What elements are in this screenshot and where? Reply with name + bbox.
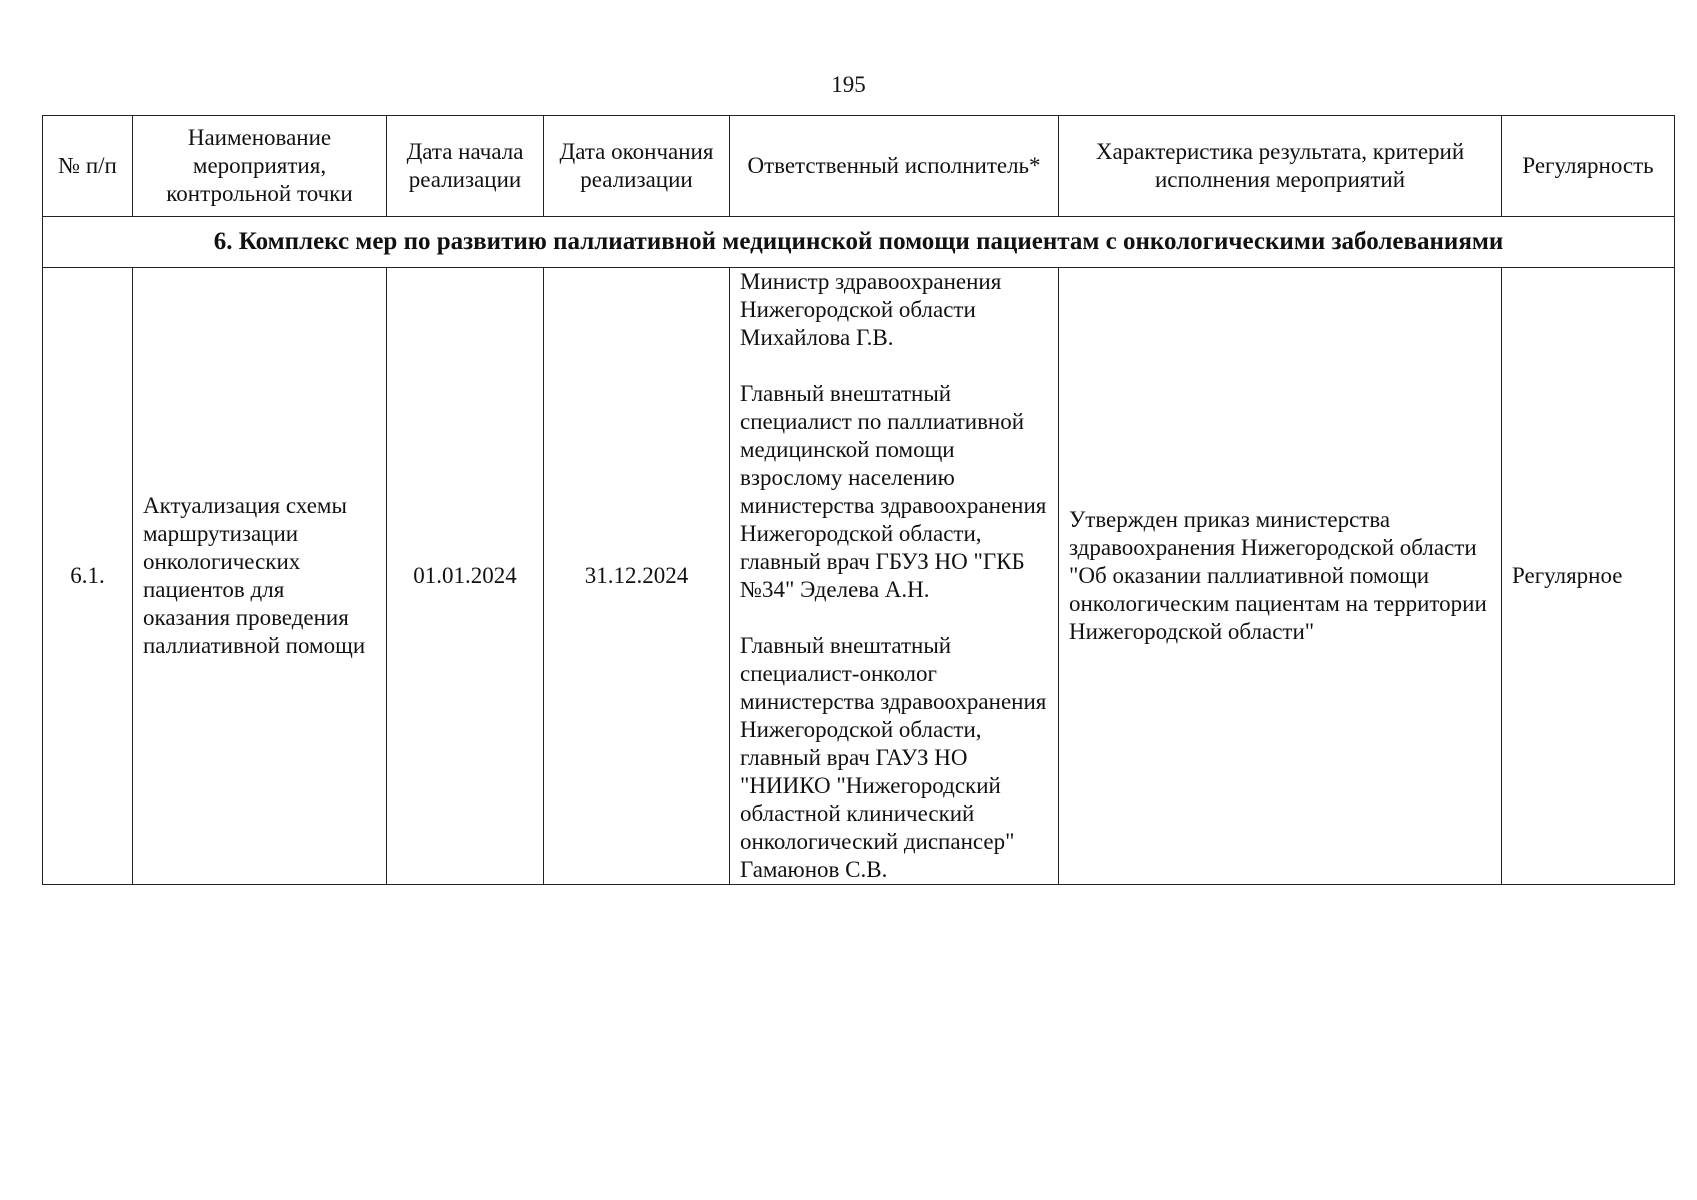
header-end-date: Дата окончания реализации: [544, 116, 730, 217]
row-end-date: 31.12.2024: [544, 268, 730, 885]
page-number: 195: [831, 72, 866, 97]
row-num: 6.1.: [43, 268, 133, 885]
header-num: № п/п: [43, 116, 133, 217]
responsible-oncology-specialist: Главный внештатный специалист-онколог министерства здравоохранения Нижегородской области, главный врач ГАУЗ НО "НИИКО "Нижегородский областной клинический онкологический диспансер" Гамаюнов С.В.: [740, 633, 1047, 882]
section-title: 6. Комплекс мер по развитию паллиативной медицинской помощи пациентам с онкологическими заболеваниями: [43, 217, 1675, 268]
table-header: [43, 116, 1675, 217]
row-regularity: Регулярное: [1502, 268, 1675, 885]
section-row: [43, 217, 1675, 268]
header-regularity: Регулярность: [1502, 116, 1675, 217]
row-start-date: 01.01.2024: [387, 268, 544, 885]
responsible-minister: Министр здравоохранения Нижегородской области Михайлова Г.В.: [740, 269, 1002, 350]
header-name: Наименование мероприятия, контрольной точки: [133, 116, 387, 217]
table-body: [43, 217, 1675, 885]
header-row: [43, 116, 1675, 217]
row-result: Утвержден приказ министерства здравоохранения Нижегородской области "Об оказании паллиативной помощи онкологическим пациентам на территории Нижегородской области": [1059, 268, 1502, 885]
row-responsible: [730, 268, 1059, 885]
action-plan-table: [42, 115, 1675, 885]
table-row: [43, 268, 1675, 885]
responsible-palliative-specialist: Главный внештатный специалист по паллиативной медицинской помощи взрослому населению министерства здравоохранения Нижегородской области, главный врач ГБУЗ НО "ГКБ №34" Эделева А.Н.: [740, 381, 1047, 602]
header-responsible: Ответственный исполнитель*: [730, 116, 1059, 217]
header-start-date: Дата начала реализации: [387, 116, 544, 217]
row-name: Актуализация схемы маршрутизации онкологических пациентов для оказания проведения паллиативной помощи: [133, 268, 387, 885]
header-result: Характеристика результата, критерий исполнения мероприятий: [1059, 116, 1502, 217]
